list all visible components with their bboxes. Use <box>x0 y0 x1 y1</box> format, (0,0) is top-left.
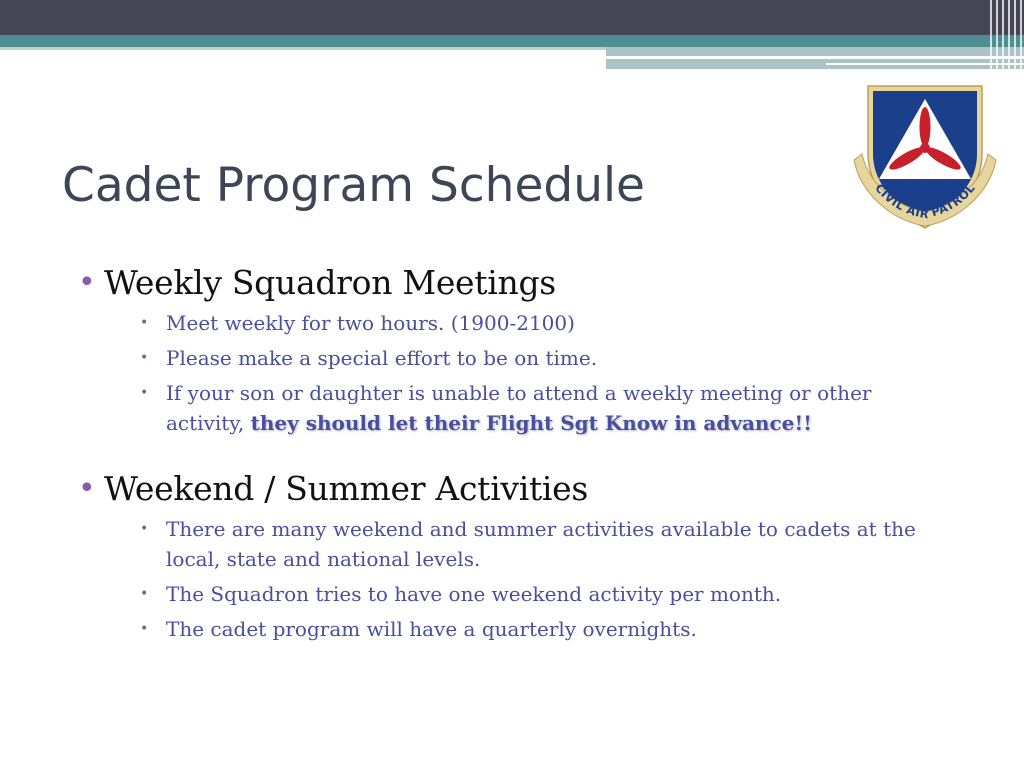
list-item-text: If your son or daughter is unable to attend a weekly meeting or other activity, <box>166 381 872 435</box>
section-weekly-meetings <box>78 262 978 438</box>
header-dark-bar <box>0 0 1024 35</box>
section-heading-text: Weekly Squadron Meetings <box>104 263 556 302</box>
section-heading <box>78 468 978 510</box>
section-heading <box>78 262 978 304</box>
list-item <box>78 343 946 373</box>
section-weekend-summer <box>78 468 978 644</box>
emphasis-text: they should let their Flight Sgt Know in advance!! <box>250 411 812 435</box>
bullet-icon: • <box>78 471 96 506</box>
sub-bullet-icon: • <box>140 621 149 637</box>
sub-list <box>78 308 978 438</box>
bullet-icon: • <box>78 265 96 300</box>
section-heading-text: Weekend / Summer Activities <box>104 469 589 508</box>
list-item <box>78 308 946 338</box>
list-item-text: The Squadron tries to have one weekend activity per month. <box>166 582 782 606</box>
sub-bullet-icon: • <box>140 586 149 602</box>
list-item-text: There are many weekend and summer activities available to cadets at the local, state and national levels. <box>166 517 916 571</box>
list-item <box>78 614 946 644</box>
sub-bullet-icon: • <box>140 350 149 366</box>
slide-title: Cadet Program Schedule <box>62 158 645 213</box>
sub-bullet-icon: • <box>140 385 149 401</box>
header-white-stripe <box>606 56 1024 59</box>
sub-list <box>78 514 978 644</box>
list-item <box>78 579 946 609</box>
list-item <box>78 378 946 438</box>
list-item-text: Please make a special effort to be on time. <box>166 346 598 370</box>
sub-bullet-icon: • <box>140 315 149 331</box>
list-item <box>78 514 946 574</box>
list-item-text: The cadet program will have a quarterly overnights. <box>166 617 697 641</box>
header-vertical-lines <box>990 0 1024 70</box>
header-teal-bar <box>0 35 1024 47</box>
slide-content <box>78 262 978 674</box>
list-item-text: Meet weekly for two hours. (1900-2100) <box>166 311 575 335</box>
logo-banner-text: CIVIL AIR PATROL <box>872 180 978 222</box>
civil-air-patrol-logo-icon <box>850 82 1000 232</box>
sub-bullet-icon: • <box>140 521 149 537</box>
